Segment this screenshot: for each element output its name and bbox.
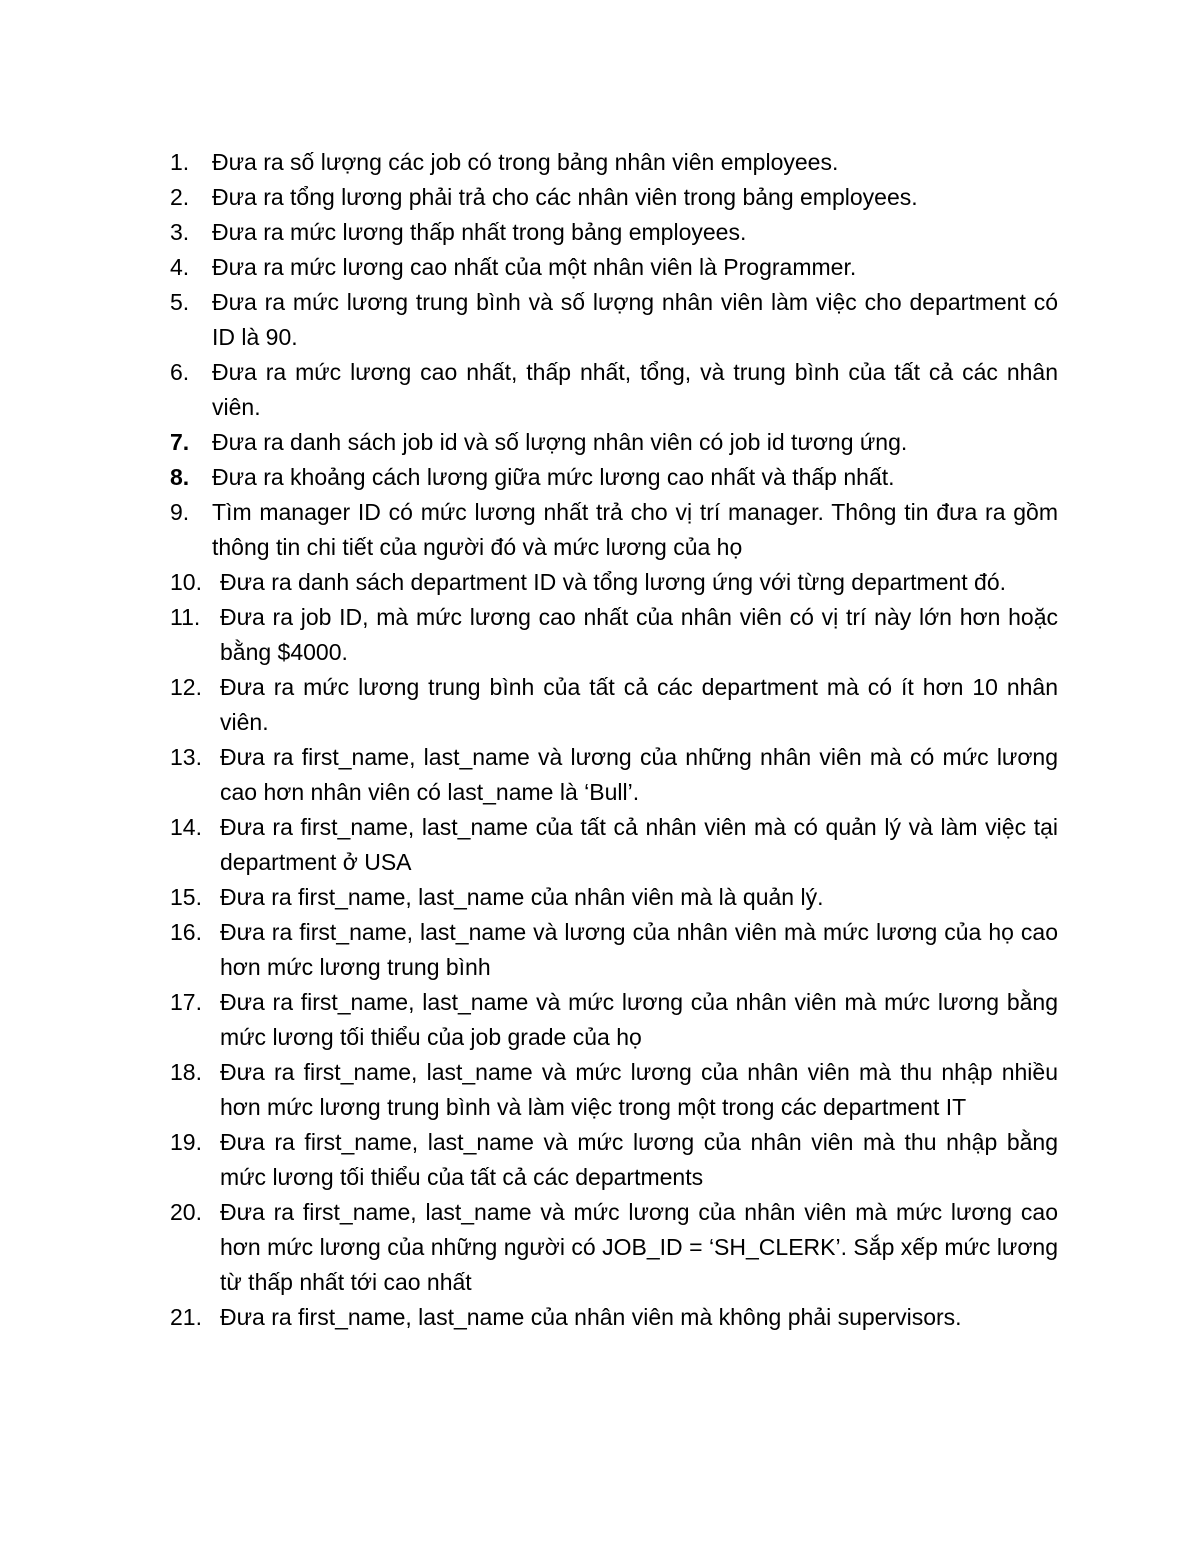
question-text: Đưa ra first_name, last_name và mức lương của nhân viên mà thu nhập nhiều hơn mức lương trung bình và làm việc trong một trong các department IT [220, 1059, 1058, 1120]
question-item [170, 425, 1058, 460]
question-item [170, 670, 1058, 740]
question-text: Đưa ra mức lương cao nhất, thấp nhất, tổng, và trung bình của tất cả các nhân viên. [212, 359, 1058, 420]
question-item [170, 740, 1058, 810]
question-text: Đưa ra tổng lương phải trả cho các nhân viên trong bảng employees. [212, 184, 918, 210]
question-number: 19. [170, 1129, 202, 1155]
question-text: Đưa ra danh sách department ID và tổng lương ứng với từng department đó. [220, 569, 1007, 595]
question-number: 20. [170, 1199, 202, 1225]
question-item [170, 565, 1058, 600]
question-text: Đưa ra mức lương thấp nhất trong bảng employees. [212, 219, 747, 245]
question-item [170, 215, 1058, 250]
question-number: 6. [170, 359, 190, 385]
question-text: Đưa ra khoảng cách lương giữa mức lương cao nhất và thấp nhất. [212, 464, 895, 490]
question-item [170, 495, 1058, 565]
question-item [170, 915, 1058, 985]
question-item [170, 355, 1058, 425]
question-number: 16. [170, 919, 202, 945]
question-item [170, 600, 1058, 670]
question-number: 2. [170, 184, 190, 210]
question-item [170, 810, 1058, 880]
question-item [170, 1195, 1058, 1300]
question-text: Tìm manager ID có mức lương nhất trả cho vị trí manager. Thông tin đưa ra gồm thông tin chi tiết của người đó và mức lương của họ [212, 499, 1058, 560]
question-number: 9. [170, 499, 190, 525]
question-number: 14. [170, 814, 202, 840]
question-item [170, 985, 1058, 1055]
question-number: 13. [170, 744, 202, 770]
question-number: 10. [170, 569, 202, 595]
question-text: Đưa ra first_name, last_name của nhân viên mà không phải supervisors. [220, 1304, 962, 1330]
question-text: Đưa ra first_name, last_name và lương của nhân viên mà mức lương của họ cao hơn mức lương trung bình [220, 919, 1058, 980]
question-item [170, 285, 1058, 355]
question-text: Đưa ra first_name, last_name của nhân viên mà là quản lý. [220, 884, 824, 910]
question-number: 11. [170, 604, 201, 630]
question-text: Đưa ra first_name, last_name và mức lương của nhân viên mà thu nhập bằng mức lương tối thiểu của tất cả các departments [220, 1129, 1058, 1190]
question-number: 18. [170, 1059, 202, 1085]
question-number: 15. [170, 884, 202, 910]
question-item [170, 1125, 1058, 1195]
question-text: Đưa ra first_name, last_name và lương của những nhân viên mà có mức lương cao hơn nhân viên có last_name là ‘Bull’. [220, 744, 1058, 805]
question-text: Đưa ra danh sách job id và số lượng nhân viên có job id tương ứng. [212, 429, 908, 455]
question-number: 5. [170, 289, 190, 315]
question-item [170, 250, 1058, 285]
question-item [170, 1055, 1058, 1125]
question-number: 7. [170, 429, 190, 455]
question-number: 21. [170, 1304, 202, 1330]
exercise-question-list [170, 145, 1058, 1335]
question-item [170, 460, 1058, 495]
question-item [170, 1300, 1058, 1335]
question-item [170, 145, 1058, 180]
question-text: Đưa ra first_name, last_name và mức lương của nhân viên mà mức lương cao hơn mức lương của những người có JOB_ID = ‘SH_CLERK’. Sắp xếp mức lương từ thấp nhất tới cao nhất [220, 1199, 1058, 1295]
question-text: Đưa ra mức lương cao nhất của một nhân viên là Programmer. [212, 254, 857, 280]
question-number: 1. [170, 149, 190, 175]
question-item [170, 880, 1058, 915]
question-text: Đưa ra mức lương trung bình của tất cả các department mà có ít hơn 10 nhân viên. [220, 674, 1058, 735]
question-number: 17. [170, 989, 202, 1015]
question-text: Đưa ra mức lương trung bình và số lượng nhân viên làm việc cho department có ID là 90. [212, 289, 1058, 350]
question-number: 12. [170, 674, 202, 700]
question-item [170, 180, 1058, 215]
question-text: Đưa ra job ID, mà mức lương cao nhất của nhân viên có vị trí này lớn hơn hoặc bằng $4000. [220, 604, 1058, 665]
question-number: 4. [170, 254, 190, 280]
question-text: Đưa ra số lượng các job có trong bảng nhân viên employees. [212, 149, 839, 175]
question-text: Đưa ra first_name, last_name và mức lương của nhân viên mà mức lương bằng mức lương tối thiểu của job grade của họ [220, 989, 1058, 1050]
question-number: 3. [170, 219, 190, 245]
question-text: Đưa ra first_name, last_name của tất cả nhân viên mà có quản lý và làm việc tại department ở USA [220, 814, 1058, 875]
question-number: 8. [170, 464, 190, 490]
